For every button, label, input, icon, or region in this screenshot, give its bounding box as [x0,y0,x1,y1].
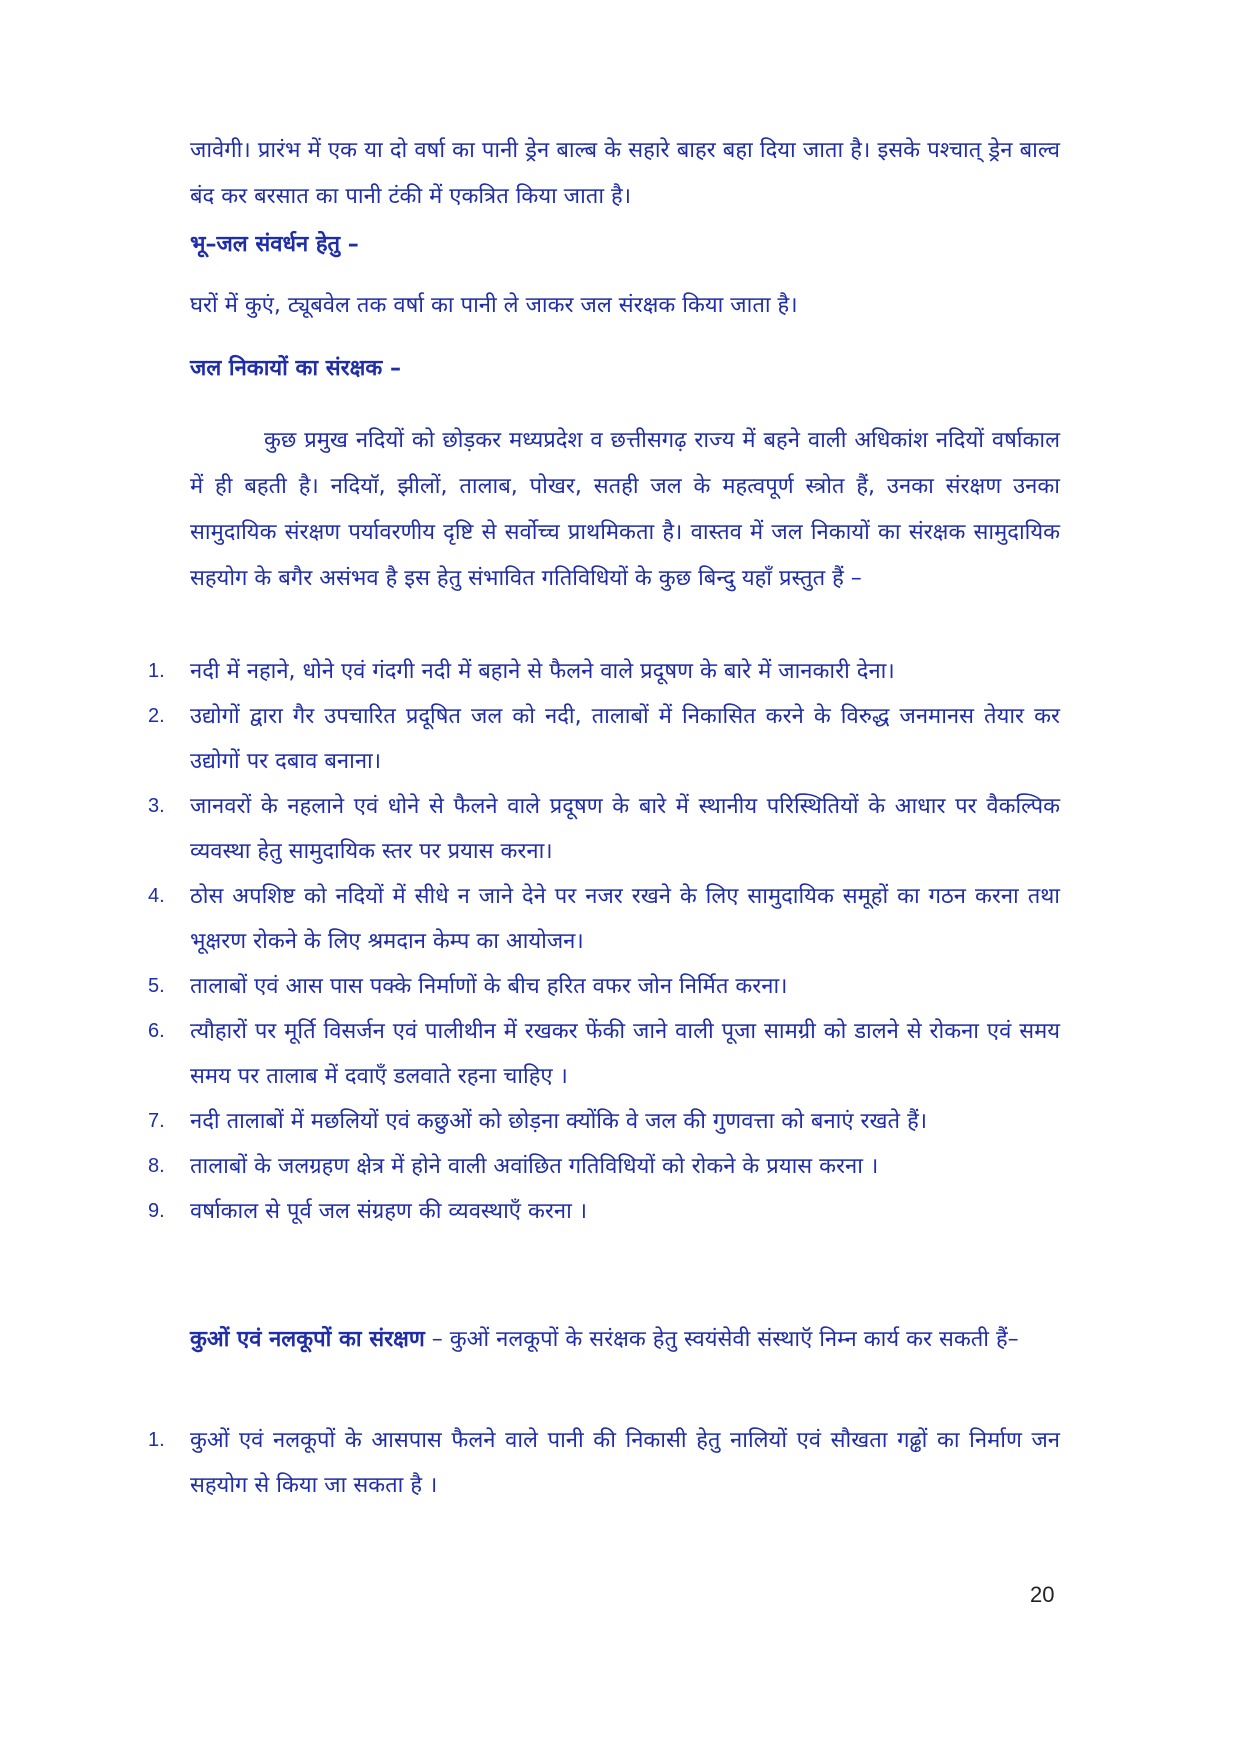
list-item [148,1009,1060,1099]
list-number: 5. [148,975,165,997]
list-text: कुओं एवं नलकूपों के आसपास फैलने वाले पानी की निकासी हेतु नालियों एवं सौखता गढ्ढों का निर्माण जन सहयोग से किया जा सकता है । [190,1428,1060,1498]
list-text: तालाबों के जलग्रहण क्षेत्र में होने वाली अवांछित गतिविधियों को रोकने के प्रयास करना । [190,1154,879,1179]
list-number: 9. [148,1200,165,1222]
wells-heading: कुओं एवं नलकूपों का संरक्षण [190,1327,425,1352]
groundwater-heading: भू–जल संवर्धन हेतु – [190,232,359,257]
list-text: नदी में नहाने, धोने एवं गंदगी नदी में बहाने से फैलने वाले प्रदूषण के बारे में जानकारी देना। [190,659,895,684]
groundwater-paragraph: घरों में कुएं, ट्यूबवेल तक वर्षा का पानी ले जाकर जल संरक्षक किया जाता है। [190,293,798,318]
list-number: 1. [148,660,165,682]
wells-text: – कुओं नलकूपों के सरंक्षक हेतु स्वयंसेवी संस्थाऍ निम्न कार्य कर सकती हैं– [424,1327,1019,1352]
page-number: 20 [1030,1582,1055,1607]
list-text: उद्योगों द्वारा गैर उपचारित प्रदूषित जल को नदी, तालाबों में निकासित करने के विरुद्ध जनमानस तेयार कर उद्योगों पर दबाव बनाना। [190,704,1060,774]
list-number: 6. [148,1020,165,1042]
list-number: 1. [148,1429,165,1451]
list-text: नदी तालाबों में मछलियों एवं कछुओं को छोड़ना क्योंकि वे जल की गुणवत्ता को बनाएं रखते हैं। [190,1109,928,1134]
intro-paragraph: जावेगी। प्रारंभ में एक या दो वर्षा का पानी ड्रेन बाल्ब के सहारे बाहर बहा दिया जाता है। इसके पश्चात् ड्रेन बाल्व बंद कर बरसात का पानी टंकी में एकत्रित किया जाता है। [190,138,1060,209]
list-number: 3. [148,795,165,817]
list-text: तालाबों एवं आस पास पक्के निर्माणों के बीच हरित वफर जोन निर्मित करना। [190,974,788,999]
list-number: 4. [148,885,165,907]
wells-list [148,1418,1060,1508]
list-text: वर्षाकाल से पूर्व जल संग्रहण की व्यवस्थाएँ करना । [190,1199,588,1224]
list-item [148,1144,1060,1189]
list-item [148,1189,1060,1234]
list-item [148,1099,1060,1144]
list-item [148,874,1060,964]
list-item [148,1418,1060,1508]
water-bodies-list [148,649,1060,1234]
list-text: त्यौहारों पर मूर्ति विसर्जन एवं पालीथीन में रखकर फेंकी जाने वाली पूजा सामग्री को डालने से रोकना एवं समय समय पर तालाब में दवाएँ डलवाते रहना चाहिए । [190,1019,1060,1089]
list-item [148,784,1060,874]
list-item [148,649,1060,694]
list-item [148,964,1060,1009]
water-bodies-heading: जल निकायों का संरक्षक – [190,356,401,381]
list-text: जानवरों के नहलाने एवं धोने से फैलने वाले प्रदूषण के बारे में स्थानीय परिस्थितियों के आधार पर वैकल्पिक व्यवस्था हेतु सामुदायिक स्तर पर प्रयास करना। [190,794,1060,864]
wells-paragraph [190,1317,1060,1363]
list-item [148,694,1060,784]
list-number: 7. [148,1110,165,1132]
water-bodies-paragraph: कुछ प्रमुख नदियों को छोड़कर मध्यप्रदेश व छत्तीसगढ़ राज्य में बहने वाली अधिकांश नदियों वर्षाकाल में ही बहती है। नदियॉ, झीलों, तालाब, पोखर, सतही जल के महत्वपूर्ण स्त्रोत हैं, उनका संरक्षण उनका सामुदायिक संरक्षण पर्यावरणीय दृष्टि से सर्वोच्च प्राथमिकता है। वास्तव में जल निकायों का संरक्षक सामुदायिक सहयोग के बगैर असंभव है इस हेतु संभावित गतिविधियों के कुछ बिन्दु यहॉं प्रस्तुत हैं – [190,428,1060,591]
list-number: 8. [148,1155,165,1177]
list-number: 2. [148,705,165,727]
list-text: ठोस अपशिष्ट को नदियों में सीधे न जाने देने पर नजर रखने के लिए सामुदायिक समूहों का गठन करना तथा भूक्षरण रोकने के लिए श्रमदान केम्प का आयोजन। [190,884,1060,954]
